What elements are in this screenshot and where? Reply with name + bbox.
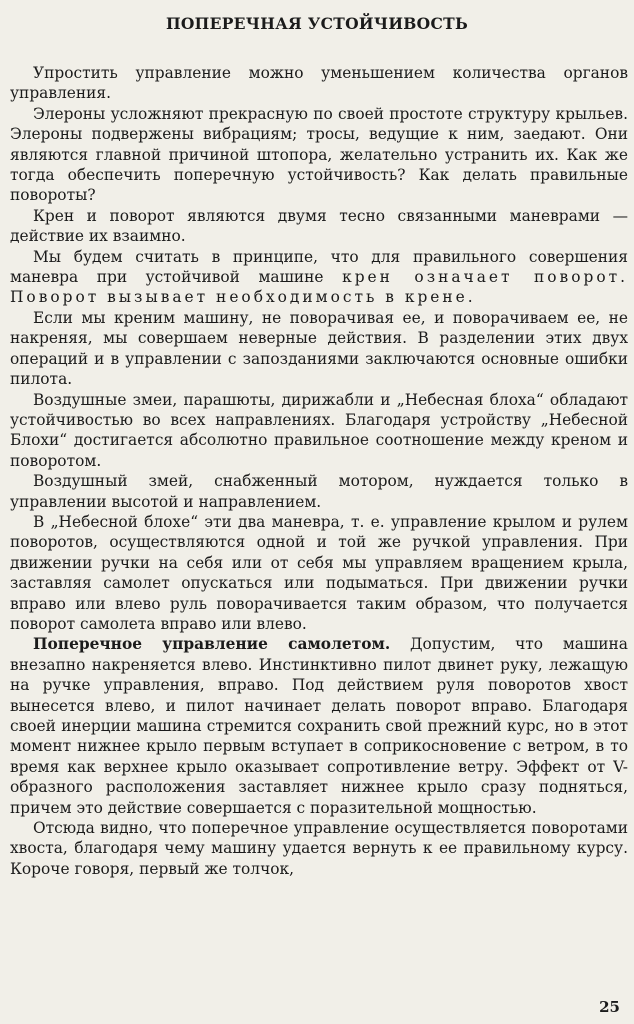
paragraph-1: Упростить управление можно уменьшением количества органов управления.	[10, 64, 628, 103]
text-body	[10, 63, 628, 879]
paragraph-4-spaced-text: крен означает поворот. Поворот вызывает необходимость в крене.	[10, 268, 628, 307]
paragraph-4	[10, 247, 628, 308]
paragraph-2: Элероны усложняют прекрасную по своей простоте структуру крыльев. Элероны подвержены вибрациям; тросы, ведущие к ним, заедают. Они являются главной причиной штопора, желательно устранить их. Как же тогда обеспечить поперечную устойчивость? Как делать правильные повороты?	[10, 104, 628, 205]
paragraph-6: Воздушные змеи, парашюты, дирижабли и „Небесная блоха“ обладают устойчивостью во всех направлениях. Благодаря устройству „Небесной Блохи“ достигается абсолютно правильное соотношение между креном и поворотом.	[10, 390, 628, 470]
paragraph-7: Воздушный змей, снабженный мотором, нуждается только в управлении высотой и направлением.	[10, 472, 628, 511]
paragraph-3: Крен и поворот являются двумя тесно связанными маневрами — действие их взаимно.	[10, 206, 628, 246]
paragraph-9	[10, 634, 628, 818]
paragraph-4-text: Мы будем считать в принципе, что для правильного совершения маневра при устойчивой машине	[10, 247, 628, 287]
paragraph-10: Отсюда видно, что поперечное управление осуществляется поворотами хвоста, благодаря чему машину удается вернуть к ее правильному курсу. Короче говоря, первый же толчок,	[10, 819, 628, 878]
page-number: 25	[599, 998, 620, 1016]
paragraph-8: В „Небесной блохе“ эти два маневра, т. е. управление крылом и рулем поворотов, осуществляются одной и той же ручкой управления. При движении ручки на себя или от себя мы управляем вращением крыла, заставляя самолет опускаться или подыматься. При движении ручки вправо или влево руль поворачивается таким образом, что получается поворот самолета вправо или влево.	[10, 512, 628, 633]
page-title: ПОПЕРЕЧНАЯ УСТОЙЧИВОСТЬ	[165, 14, 469, 33]
paragraph-5: Если мы креним машину, не поворачивая ее, и поворачиваем ее, не накреняя, мы совершаем неверные действия. В разделении этих двух операций и в управлении с запозданиями заключаются основные ошибки пилота.	[10, 308, 628, 389]
section-heading: Поперечное управление самолетом.	[33, 635, 391, 654]
paragraph-9-text: Допустим, что машина внезапно накреняется влево. Инстинктивно пилот двинет руку, лежащую на ручке управления, вправо. Под действием руля поворотов хвост вынесется влево, и пилот начинает делать поворот вправо. Благодаря своей инерции машина стремится сохранить свой прежний курс, но в этот момент нижнее крыло первым вступает в соприкосновение с ветром, в то время как верхнее крыло оказывает сопротивление ветру. Эффект от V-образного расположения заставляет нижнее крыло сразу подняться, причем это действие совершается с поразительной мощностью.	[10, 635, 628, 817]
